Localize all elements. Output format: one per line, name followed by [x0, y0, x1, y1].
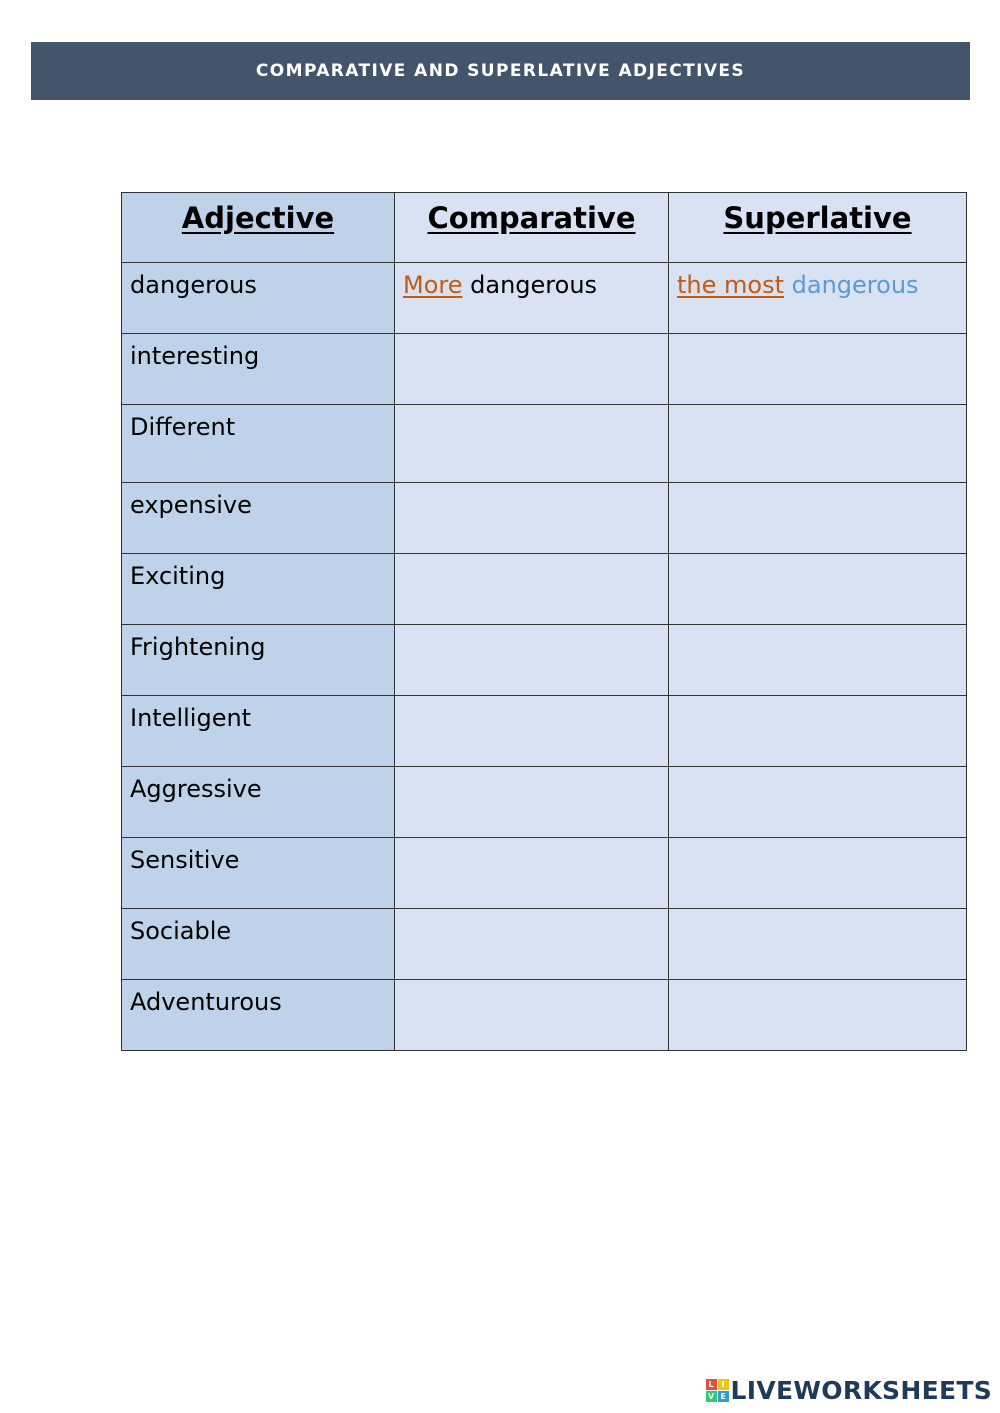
adjective-cell: Sensitive	[122, 838, 395, 909]
adjective-cell: Exciting	[122, 554, 395, 625]
logo-text: LIVEWORKSHEETS	[730, 1376, 992, 1405]
table-row	[122, 334, 967, 405]
example-comparative-word: dangerous	[470, 271, 598, 299]
comparative-answer-cell[interactable]	[395, 334, 669, 405]
table-row	[122, 405, 967, 483]
table-row	[122, 696, 967, 767]
adjective-cell: Intelligent	[122, 696, 395, 767]
table-header-row	[122, 193, 967, 263]
example-comparative-prefix: More	[403, 271, 463, 299]
adjective-cell: Aggressive	[122, 767, 395, 838]
header-adjective: Adjective	[122, 193, 395, 263]
superlative-answer-cell[interactable]	[669, 838, 967, 909]
superlative-answer-cell[interactable]	[669, 405, 967, 483]
comparative-answer-cell[interactable]	[395, 483, 669, 554]
comparative-answer-cell[interactable]	[395, 909, 669, 980]
superlative-answer-cell[interactable]	[669, 980, 967, 1051]
example-adjective: dangerous	[122, 263, 395, 334]
comparative-answer-cell[interactable]	[395, 838, 669, 909]
superlative-answer-cell[interactable]	[669, 554, 967, 625]
comparative-answer-cell[interactable]	[395, 767, 669, 838]
comparative-answer-cell[interactable]	[395, 625, 669, 696]
liveworksheets-logo-icon: L I V E	[706, 1379, 729, 1402]
superlative-answer-cell[interactable]	[669, 909, 967, 980]
header-comparative: Comparative	[395, 193, 669, 263]
example-comparative	[395, 263, 669, 334]
table-row	[122, 767, 967, 838]
example-superlative-word: dangerous	[791, 271, 919, 299]
adjective-cell: expensive	[122, 483, 395, 554]
table-row	[122, 483, 967, 554]
adjective-cell: interesting	[122, 334, 395, 405]
table-row	[122, 909, 967, 980]
comparative-answer-cell[interactable]	[395, 554, 669, 625]
header-superlative: Superlative	[669, 193, 967, 263]
adjectives-table	[121, 192, 967, 1051]
comparative-answer-cell[interactable]	[395, 405, 669, 483]
comparative-answer-cell[interactable]	[395, 980, 669, 1051]
superlative-answer-cell[interactable]	[669, 483, 967, 554]
table-row	[122, 980, 967, 1051]
adjective-cell: Adventurous	[122, 980, 395, 1051]
superlative-answer-cell[interactable]	[669, 625, 967, 696]
superlative-answer-cell[interactable]	[669, 334, 967, 405]
page-title-banner	[31, 42, 970, 100]
example-row	[122, 263, 967, 334]
example-superlative	[669, 263, 967, 334]
table-row	[122, 838, 967, 909]
comparative-answer-cell[interactable]	[395, 696, 669, 767]
superlative-answer-cell[interactable]	[669, 696, 967, 767]
table-row	[122, 625, 967, 696]
liveworksheets-logo	[706, 1376, 992, 1405]
table-row	[122, 554, 967, 625]
superlative-answer-cell[interactable]	[669, 767, 967, 838]
adjective-cell: Sociable	[122, 909, 395, 980]
example-superlative-prefix: the most	[677, 271, 784, 299]
adjective-cell: Frightening	[122, 625, 395, 696]
adjective-cell: Different	[122, 405, 395, 483]
page-title: COMPARATIVE AND SUPERLATIVE ADJECTIVES	[255, 61, 746, 81]
